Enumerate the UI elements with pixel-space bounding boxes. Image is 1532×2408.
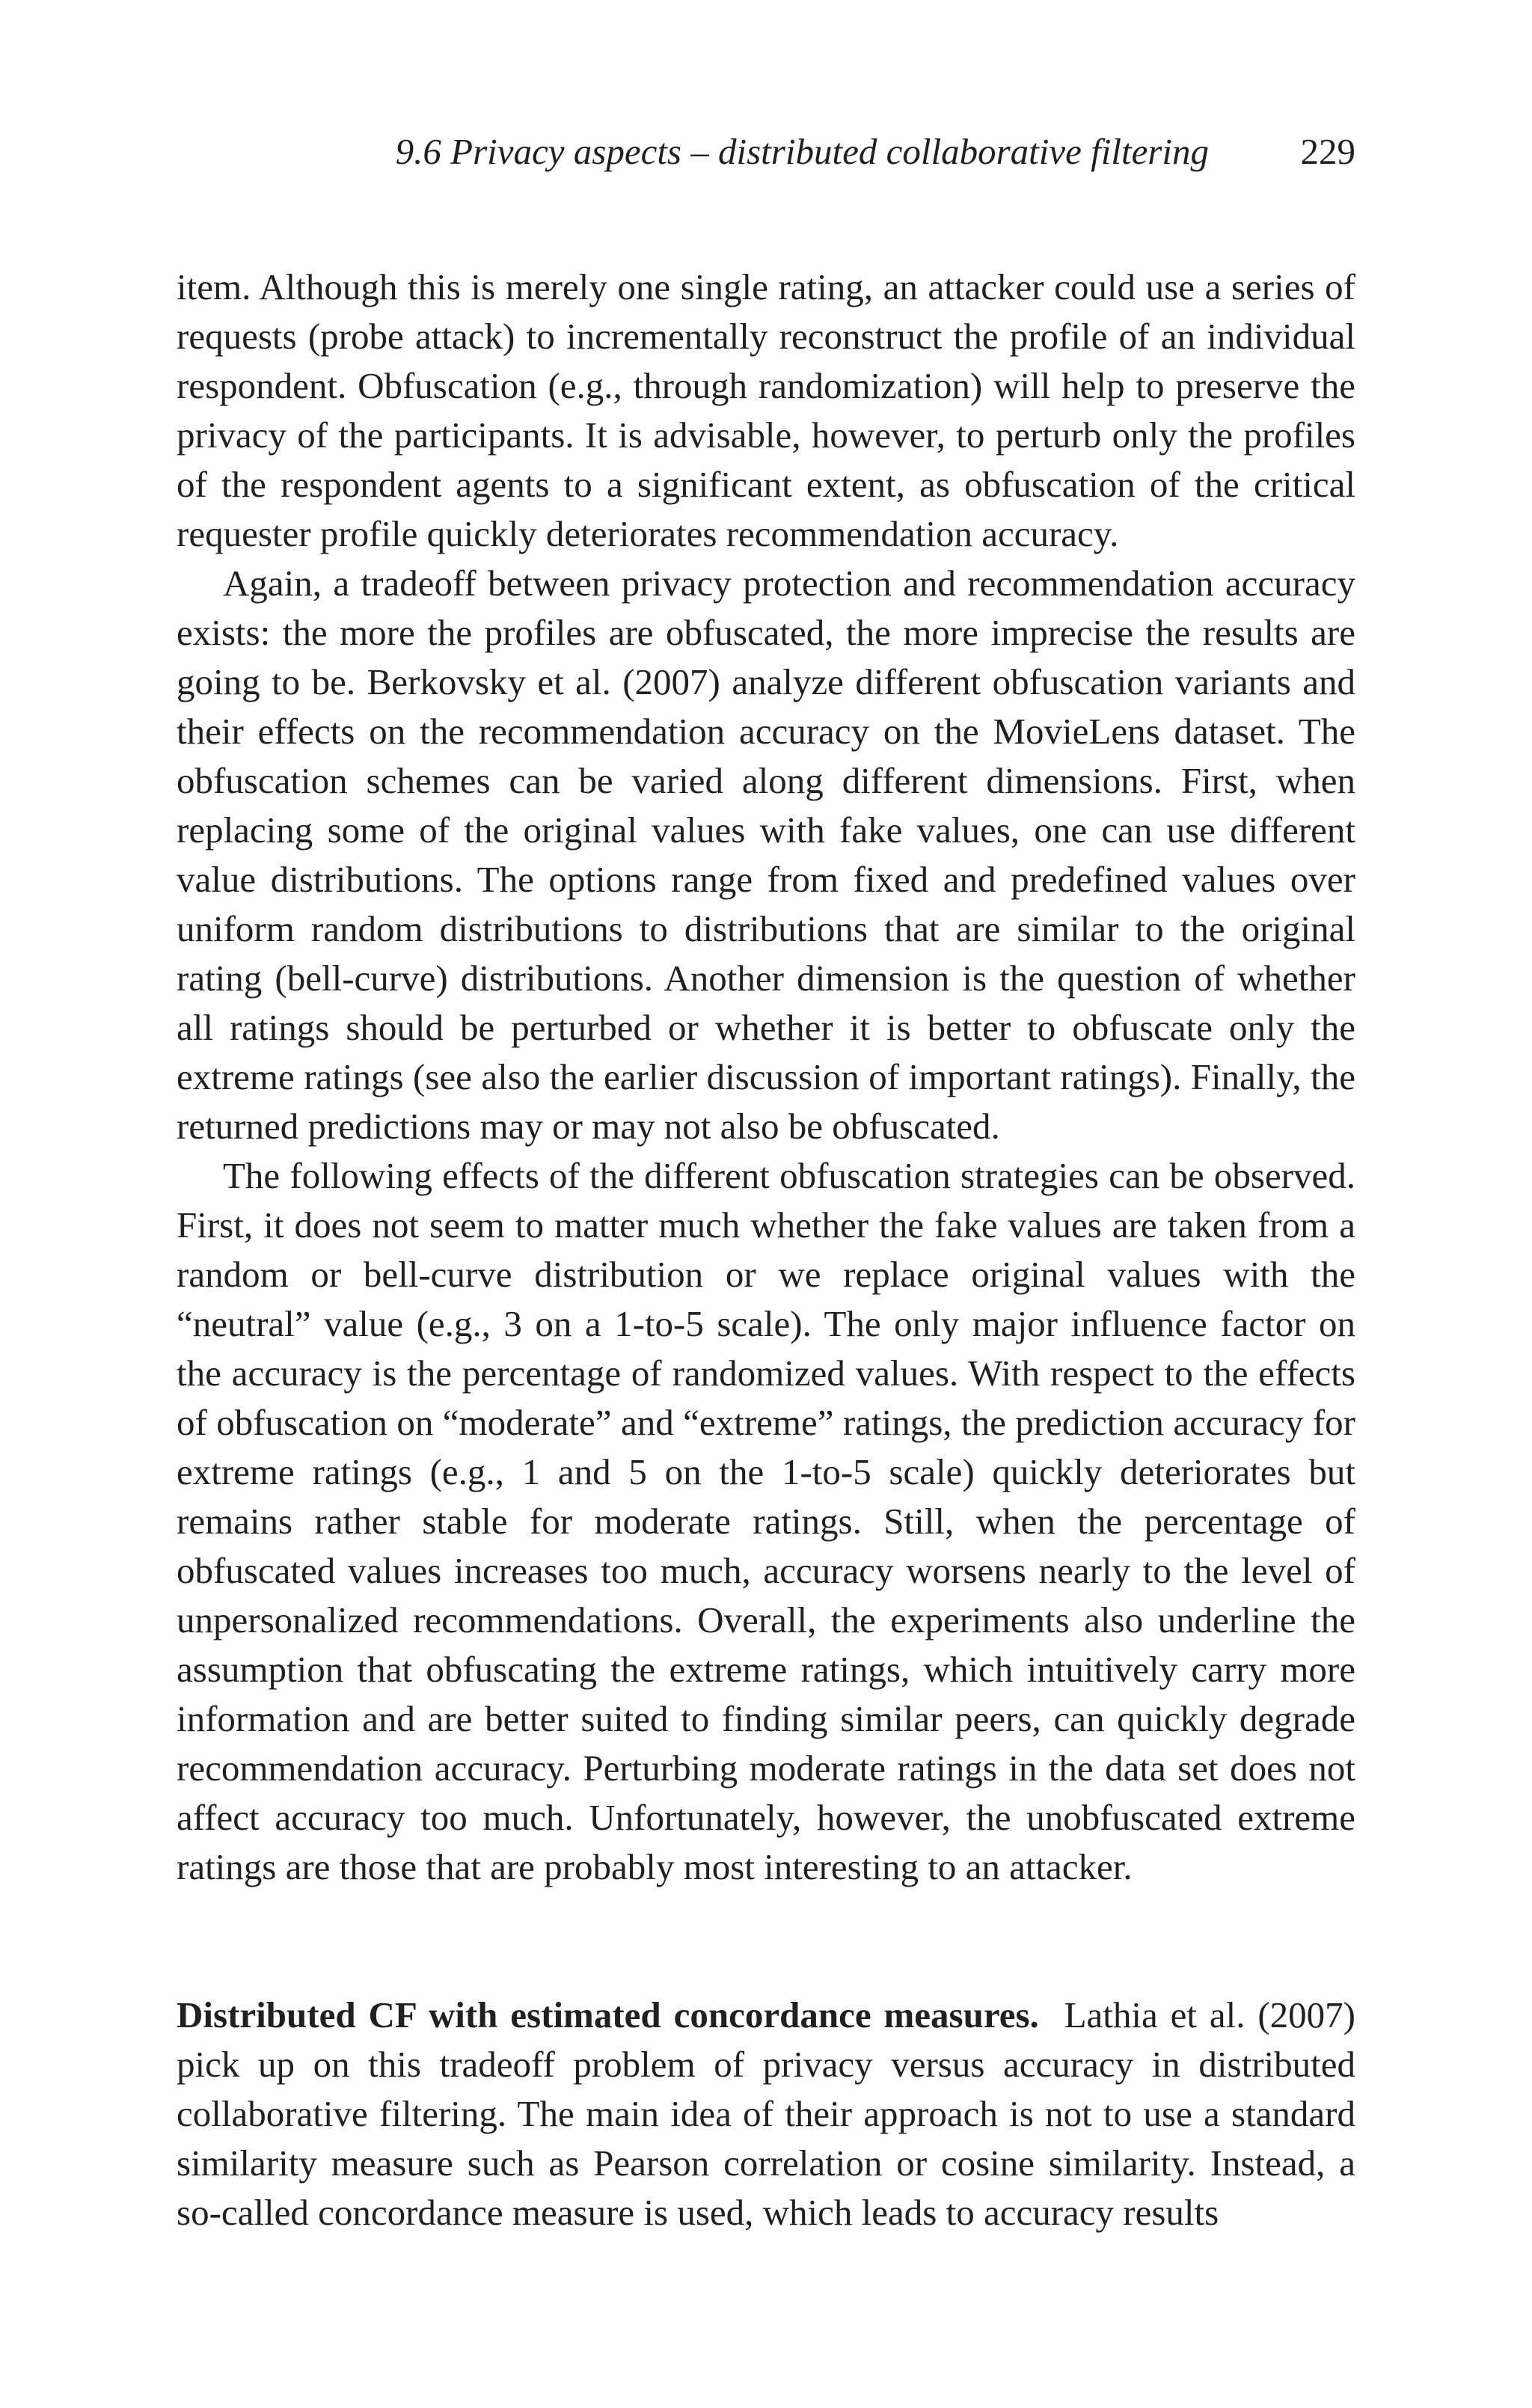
section-heading: Distributed CF with estimated concordance measures. <box>177 1994 1039 2035</box>
page-number: 229 <box>1300 131 1355 172</box>
paragraph-continued: item. Although this is merely one single rating, an attacker could use a series of requests (probe attack) to incrementally reconstruct the profile of an individual respondent. Obfuscation (e.g., through randomization) will help to preserve the privacy of the participants. It is advisable, however, to perturb only the profiles of the respondent agents to a significant extent, as obfuscation of the critical requester profile quickly deteriorates recommendation accuracy. <box>177 266 1355 554</box>
paragraph-effects: The following effects of the different obfuscation strategies can be observed. First, it does not seem to matter much whether the fake values are taken from a random or bell-curve distribution or we replace original values with the “neutral” value (e.g., 3 on a 1-to-5 scale). The only major influence factor on the accuracy is the percentage of randomized values. With respect to the effects of obfuscation on “moderate” and “extreme” ratings, the prediction accuracy for extreme ratings (e.g., 1 and 5 on the 1-to-5 scale) quickly deteriorates but remains rather stable for moderate ratings. Still, when the percentage of obfuscated values increases too much, accuracy worsens nearly to the level of unpersonalized recommendations. Overall, the experiments also underline the assumption that obfuscating the extreme ratings, which intuitively carry more information and are better suited to finding similar peers, can quickly degrade recommendation accuracy. Perturbing moderate ratings in the data set does not affect accuracy too much. Unfortunately, however, the unobfuscated extreme ratings are those that are probably most interesting to an attacker. <box>177 1155 1355 1887</box>
running-title: 9.6 Privacy aspects – distributed collaborative filtering <box>395 131 1209 172</box>
paragraph-tradeoff: Again, a tradeoff between privacy protection and recommendation accuracy exists: the more the profiles are obfuscated, the more imprecise the results are going to be. Berkovsky et al. (2007) analyze different obfuscation variants and their effects on the recommendation accuracy on the MovieLens dataset. The obfuscation schemes can be varied along different dimensions. First, when replacing some of the original values with fake values, one can use different value distributions. The options range from fixed and predefined values over uniform random distributions to distributions that are similar to the original rating (bell-curve) distributions. Another dimension is the question of whether all ratings should be perturbed or whether it is better to obfuscate only the extreme ratings (see also the earlier discussion of important ratings). Finally, the returned predictions may or may not also be obfuscated. <box>177 563 1355 1147</box>
body-text <box>177 263 1355 2237</box>
running-head <box>177 126 1355 178</box>
section-paragraph <box>177 1991 1355 2237</box>
section-text: Lathia et al. (2007) pick up on this tradeoff problem of privacy versus accuracy in distributed collaborative filtering. The main idea of their approach is not to use a standard similarity measure such as Pearson correlation or cosine similarity. Instead, a so-called concordance measure is used, which leads to accuracy results <box>177 1994 1355 2233</box>
